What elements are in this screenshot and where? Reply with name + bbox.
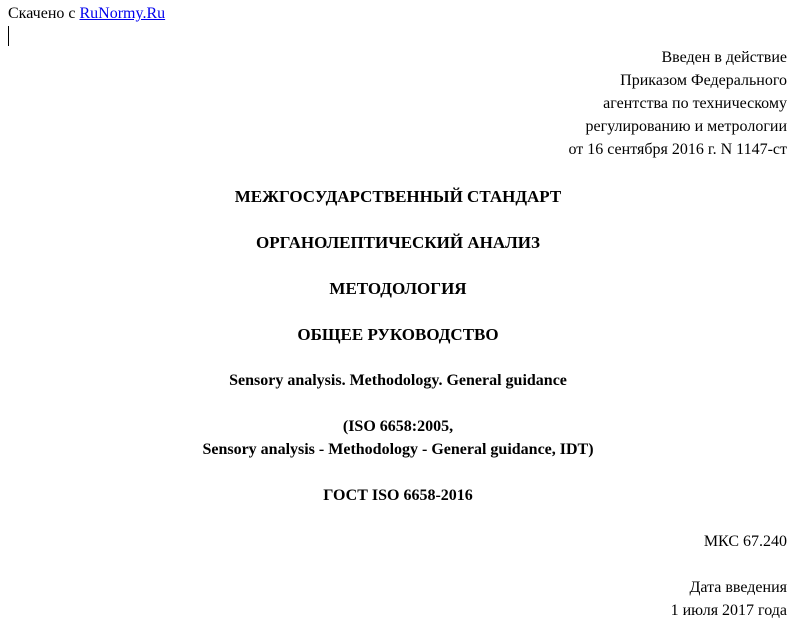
main-title: ОРГАНОЛЕПТИЧЕСКИЙ АНАЛИЗ	[256, 233, 540, 252]
enactment-note	[568, 46, 787, 161]
subtitle-general-guidance: ОБЩЕЕ РУКОВОДСТВО	[297, 325, 499, 344]
iso-reference-line-2: Sensory analysis - Methodology - General guidance, IDT)	[202, 441, 594, 458]
enactment-line: Приказом Федерального	[620, 72, 787, 89]
download-source-line	[8, 2, 165, 25]
english-title: Sensory analysis. Methodology. General guidance	[229, 372, 567, 389]
runormy-link[interactable]: RuNormy.Ru	[79, 5, 166, 22]
download-source-prefix: Скачено с	[8, 5, 80, 22]
subtitle-methodology: МЕТОДОЛОГИЯ	[329, 279, 467, 298]
text-cursor	[8, 26, 9, 46]
enactment-line: регулированию и метрологии	[585, 118, 787, 135]
effective-date-label: Дата введения	[689, 579, 787, 596]
iso-reference-line-1: (ISO 6658:2005,	[342, 418, 454, 435]
effective-date-value: 1 июля 2017 года	[670, 602, 787, 619]
enactment-line: агентства по техническому	[603, 95, 787, 112]
enactment-line: от 16 сентября 2016 г. N 1147-ст	[568, 141, 787, 158]
mks-code: МКС 67.240	[703, 533, 787, 550]
enactment-line: Введен в действие	[661, 49, 787, 66]
standard-type-heading: МЕЖГОСУДАРСТВЕННЫЙ СТАНДАРТ	[234, 187, 562, 206]
gost-code: ГОСТ ISO 6658-2016	[323, 487, 473, 504]
